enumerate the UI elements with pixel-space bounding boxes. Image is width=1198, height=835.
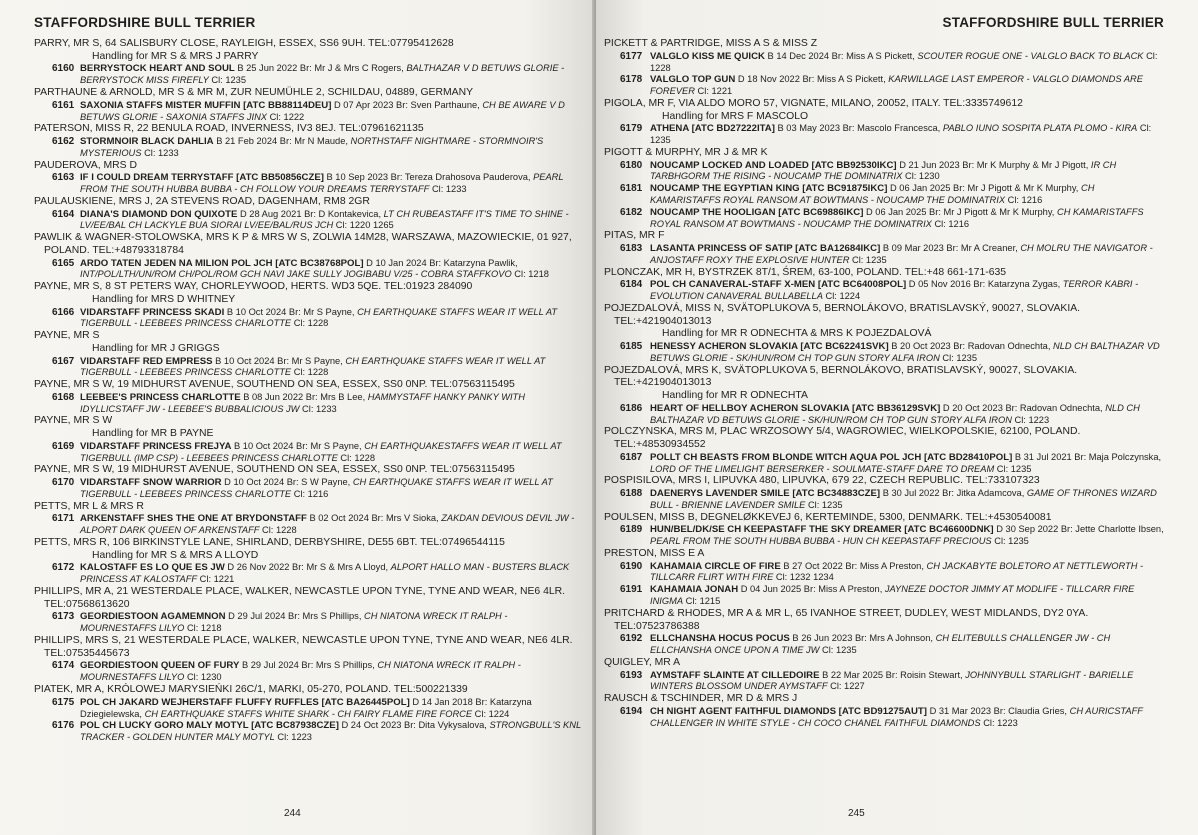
dog-details: D 20 Oct 2023 Br: Radovan Odnechta, [940,402,1106,413]
entry-number: 6192 [620,633,643,645]
entry-body [80,720,584,744]
dog-parents: PABLO IUNO SOSPITA PLATA PLOMO - KIRA [942,123,1138,134]
entry-body [80,307,584,331]
dog-name: STORMNOIR BLACK DAHLIA [80,136,214,147]
owner-line: PIGOLA, MR F, VIA ALDO MORO 57, VIGNATE, MILANO, 20052, ITALY. TEL:3335749612 [604,97,1023,109]
owner-line: PIATEK, MR A, KRÓLOWEJ MARYSIEŃKI 26C/1, MARKI, 05-270, POLAND. TEL:500221339 [34,684,468,696]
entry-number: 6160 [52,63,75,75]
entry-body [80,513,584,537]
dog-details: B 21 Feb 2024 Br: Mr N Maude, [213,136,351,146]
dog-details: D 06 Jan 2025 Br: Mr J Pigott & Mr K Murphy, [887,183,1081,194]
dog-entry [604,123,1164,147]
entry-body [650,670,1164,694]
page-number: 244 [284,808,301,819]
dog-details: B 10 Oct 2024 Br: Mr S Payne, [224,306,358,317]
owner-line: POLCZYNSKA, MRS M, PLAC WRZOSOWY 5/4, WAGROWIEC, WIELKOPOLSKIE, 62100, POLAND. TEL:+48530934552 [604,426,1081,451]
dog-entry [604,279,1164,303]
owner-line: PAULAUSKIENE, MRS J, 2A STEVENS ROAD, DAGENHAM, RM8 2GR [34,195,370,207]
dog-details: D 05 Nov 2016 Br: Katarzyna Zygas, [906,279,1063,290]
dog-name: POL CH LUCKY GORO MALY MOTYL [ATC BC87938CZE] [80,720,339,732]
dog-details: D 31 Mar 2023 Br: Claudia Gries, [926,705,1070,716]
entry-body [650,584,1164,608]
owner-line: PLONCZAK, MR H, BYSTRZEK 8T/1, ŚREM, 63-100, POLAND. TEL:+48 661-171-635 [604,266,1007,278]
entry-number: 6176 [52,720,75,732]
dog-parents: CH MOLRU THE NAVIGATOR - ANJOSTAFF ROXY THE EXPLOSIVE HUNTER [650,243,1153,265]
entry-number: 6168 [52,391,75,403]
dog-details: D 24 Oct 2023 Br: Dita Vykysalova, [338,720,490,731]
dog-entry [604,341,1164,365]
entry-number: 6193 [620,669,643,681]
dog-name: CH NIGHT AGENT FAITHFUL DIAMONDS [ATC BD91275AUT] [650,705,927,717]
owner-line: POJEZDALOVÁ, MRS K, SVÄTOPLUKOVA 5, BERNOLÁKOVO, BRATISLAVSKÝ, 90027, SLOVAKIA. TEL:+421904013013 [604,364,1078,389]
owner-line: PHILLIPS, MR A, 21 WESTERDALE PLACE, WALKER, NEWCASTLE UPON TYNE, TYNE AND WEAR, NE6 4LR. TEL:07568613620 [34,586,566,610]
entry-body [650,561,1164,585]
left-page [0,0,596,835]
entry-body [650,123,1164,147]
entry-body [80,477,584,501]
dog-entry [34,562,584,586]
class-numbers: Cl: 1222 [267,111,305,122]
dog-details: D 29 Jul 2024 Br: Mrs S Phillips, [225,611,364,622]
class-numbers: Cl: 1216 [291,488,329,499]
dog-parents: JOHNNYBULL STARLIGHT - BARIELLE WINTERS BLOSSOM UNDER AYMSTAFF [650,669,1134,692]
dog-name: POL CH CANAVERAL-STAFF X-MEN [ATC BC64008POL] [650,279,907,291]
dog-parents: PEARL FROM THE SOUTH HUBBA BUBBA - HUN CH KEEPASTAFF PRECIOUS [650,536,992,547]
dog-entry [604,74,1164,98]
dog-name: NOUCAMP LOCKED AND LOADED [ATC BB92530IKC] [650,159,897,171]
dog-entry [34,660,584,684]
entry-number: 6181 [620,183,643,195]
dog-parents: CH EARTHQUAKE STAFFS WEAR IT WELL AT TIGERBULL - LEEBEES PRINCESS CHARLOTTE [80,477,553,499]
dog-parents: CH NIATONA WRECK IT RALPH - MOURNESTAFFS LILYO [80,660,521,683]
dog-name: KALOSTAFF ES LO QUE ES JW [80,562,225,574]
entry-body [80,63,584,87]
dog-entry [604,452,1164,476]
dog-name: HEART OF HELLBOY ACHERON SLOVAKIA [ATC BB36129SVK] [650,402,941,414]
class-numbers: Cl: 1228 [291,367,329,378]
dog-details: B 25 Jun 2022 Br: Mr J & Mrs C Rogers, [234,63,407,74]
dog-parents: SCOUTER ROGUE ONE - VALGLO BACK TO BLACK [917,50,1144,61]
owner-line: PETTS, MR L & MRS R [34,500,144,512]
dog-name: NOUCAMP THE EGYPTIAN KING [ATC BC91875IKC] [650,183,888,195]
dog-parents: BALTHAZAR V D BETUWS GLORIE - BERRYSTOCK MISS FIREFLY [80,63,565,86]
class-numbers: Cl: 1218 [511,269,549,280]
dog-name: POLLT CH BEASTS FROM BLONDE WITCH AQUA POL JCH [ATC BD28410POL] [650,451,1013,463]
handling-note: Handling for MR S & MRS A LLOYD [92,549,259,561]
class-numbers: Cl: 1216 [1005,194,1043,205]
dog-name: NOUCAMP THE HOOLIGAN [ATC BC69886IKC] [650,206,864,218]
dog-parents: NORTHSTAFF NIGHTMARE - STORMNOIR'S MYSTERIOUS [80,136,544,158]
page-header: STAFFORDSHIRE BULL TERRIER [942,15,1164,30]
dog-entry [34,720,584,744]
entry-number: 6180 [620,159,643,171]
entry-body [80,100,584,124]
dog-details: D 18 Nov 2022 Br: Miss A S Pickett, [735,74,889,85]
entry-number: 6187 [620,451,643,463]
entry-body [80,660,584,684]
dog-parents: CH KAMARISTAFFS ROYAL RANSOM AT BOWTMANS - NOUCAMP THE DOMINATRIX [650,183,1095,205]
dog-parents: CH EARTHQUAKE STAFFS WEAR IT WELL AT TIGERBULL - LEEBEES PRINCESS CHARLOTTE [80,306,558,329]
entry-number: 6175 [52,696,75,708]
entry-number: 6174 [52,660,75,672]
dog-name: VALGLO KISS ME QUICK [650,50,765,62]
dog-name: KAHAMAIA JONAH [650,584,739,596]
entry-body [80,441,584,465]
class-numbers: Cl: 1218 [184,623,222,634]
entry-number: 6188 [620,488,643,500]
dog-name: VALGLO TOP GUN [650,74,736,86]
dog-details: B 26 Jun 2023 Br: Mrs A Johnson, [789,633,936,644]
class-numbers: Cl: 1235 [819,645,857,656]
class-numbers: Cl: 1223 [1011,414,1050,425]
dog-name: LASANTA PRINCESS OF SATIP [ATC BA12684IKC] [650,243,881,255]
entry-body [80,392,584,416]
entry-number: 6169 [52,440,75,452]
dog-details: B 27 Oct 2022 Br: Miss A Preston, [780,560,927,571]
class-numbers: Cl: 1223 [980,717,1018,728]
dog-entry [34,307,584,331]
dog-name: LEEBEE'S PRINCESS CHARLOTTE [80,391,241,403]
dog-details: D 10 Jan 2024 Br: Katarzyna Pawlik, [363,257,518,268]
dog-entry [604,183,1164,207]
dog-entry [34,209,584,233]
owner-line: POSPISILOVA, MRS I, LIPUVKA 480, LIPUVKA, 679 22, CZECH REPUBLIC. TEL:733107323 [604,475,1040,487]
entry-number: 6162 [52,136,75,147]
dog-details: B 03 May 2023 Br: Mascolo Francesca, [774,123,943,134]
dog-name: AYMSTAFF SLAINTE AT CILLEDOIRE [650,669,820,681]
owner-line: PARTHAUNE & ARNOLD, MR S & MR M, ZUR NEUMÜHLE 2, SCHILDAU, 04889, GERMANY [34,87,473,98]
dog-details: D 28 Aug 2021 Br: D Kontakevica, [237,208,384,219]
entry-number: 6179 [620,123,643,135]
entry-body [80,172,584,196]
dog-parents: INT/POL/LTH/UN/ROM CH/POL/ROM GCH NAVI JAKE SULLY JOGIBABU V/25 - COBRA STAFFKOVO [80,269,512,280]
dog-entry [34,356,584,380]
class-numbers: Cl: 1221 [197,574,235,585]
entry-body [650,488,1164,512]
dog-parents: KARWILLAGE LAST EMPEROR - VALGLO DIAMONDS ARE FOREVER [650,74,1143,97]
dog-name: DAENERYS LAVENDER SMILE [ATC BC34883CZE] [650,488,881,500]
owner-line: PIGOTT & MURPHY, MR J & MR K [604,146,768,158]
entry-body [650,207,1164,231]
dog-name: BERRYSTOCK HEART AND SOUL [80,63,235,75]
owner-line: PICKETT & PARTRIDGE, MISS A S & MISS Z [604,38,818,49]
dog-parents: CH BE AWARE V D BETUWS GLORIE - SAXONIA STAFFS JINX [80,99,565,122]
class-numbers: Cl: 1220 1265 [333,220,394,231]
dog-entry [34,100,584,124]
owner-line: PARRY, MR S, 64 SALISBURY CLOSE, RAYLEIGH, ESSEX, SS6 9UH. TEL:07795412628 [34,38,454,49]
dog-name: ARKENSTAFF SHES THE ONE AT BRYDONSTAFF [80,513,307,525]
dog-name: POL CH JAKARD WEJHERSTAFF FLUFFY RUFFLES [ATC BA26445POL] [80,696,410,708]
entry-number: 6177 [620,50,643,62]
entry-number: 6171 [52,513,75,525]
dog-entry [604,403,1164,427]
entry-body [650,633,1164,657]
dog-entry [34,477,584,501]
dog-name: ARDO TATEN JEDEN NA MILION POL JCH [ATC BC38768POL] [80,257,364,269]
entry-body [80,136,584,160]
owner-line: PAWLIK & WAGNER-STOLOWSKA, MRS K P & MRS W S, ZOLWIA 14M28, WARSZAWA, MAZOWIECKIE, 01 927, POLAND. TEL:+48793318784 [34,232,572,256]
dog-entry [604,561,1164,585]
dog-entry [34,441,584,465]
dog-details: D 21 Jun 2023 Br: Mr K Murphy & Mr J Pigott, [896,159,1091,170]
dog-entry [604,706,1164,730]
entry-number: 6183 [620,243,643,255]
dog-parents: CH KAMARISTAFFS ROYAL RANSOM AT BOWTMANS - NOUCAMP THE DOMINATRIX [650,206,1144,229]
entry-body [650,279,1164,303]
class-numbers: Cl: 1228 [337,452,376,463]
entry-body [650,524,1164,548]
class-numbers: Cl: 1235 [991,536,1029,547]
entry-body [650,160,1164,184]
entry-number: 6163 [52,172,75,184]
class-numbers: Cl: 1228 [259,525,297,536]
entries-list [34,38,584,744]
dog-parents: CH AURICSTAFF CHALLENGER IN WHITE STYLE - CH COCO CHANEL FAITHFUL DIAMONDS [650,705,1143,728]
owner-line: PAYNE, MR S [34,330,100,342]
owner-line: PRESTON, MISS E A [604,547,705,559]
dog-entry [604,207,1164,231]
dog-details: D 26 Nov 2022 Br: Mr S & Mrs A Lloyd, [224,562,391,573]
class-numbers: Cl: 1235 [939,352,978,363]
dog-parents: PEARL FROM THE SOUTH HUBBA BUBBA - CH FOLLOW YOUR DREAMS TERRYSTAFF [80,172,564,195]
dog-details: B 31 Jul 2021 Br: Maja Polczynska, [1012,451,1162,462]
class-numbers: Cl: 1235 [994,463,1032,474]
owner-line: PITAS, MR F [604,230,665,242]
dog-name: GEORDIESTOON AGAMEMNON [80,611,226,623]
dog-details: B 29 Jul 2024 Br: Mrs S Phillips, [239,660,378,671]
entry-number: 6164 [52,208,75,220]
class-numbers: Cl: 1228 [291,318,329,329]
handling-note: Handling for MR J GRIGGS [92,342,220,354]
entry-body [650,452,1164,476]
entry-number: 6182 [620,206,643,218]
class-numbers: Cl: 1230 [902,171,940,182]
right-page [596,0,1198,835]
page-header: STAFFORDSHIRE BULL TERRIER [34,15,256,30]
class-numbers: Cl: 1235 [805,499,843,510]
entry-number: 6185 [620,341,643,353]
entry-number: 6186 [620,402,643,414]
owner-line: POULSEN, MISS B, DEGNELØKKEVEJ 6, KERTEMINDE, 5300, DENMARK. TEL:+4530540081 [604,511,1052,523]
dog-entry [34,136,584,160]
entry-body [80,697,584,721]
class-numbers: Cl: 1233 [141,147,179,158]
entry-body [650,183,1164,207]
entry-number: 6184 [620,279,643,291]
entry-number: 6190 [620,560,643,572]
dog-details: B 14 Dec 2024 Br: Miss A S Pickett, [764,50,918,61]
dog-entry [34,258,584,282]
entry-body [650,51,1164,75]
owner-line: QUIGLEY, MR A [604,656,681,668]
class-numbers: Cl: 1228 [650,50,1158,73]
dog-details: D 10 Oct 2024 Br: S W Payne, [221,477,353,488]
dog-entry [604,488,1164,512]
dog-name: KAHAMAIA CIRCLE OF FIRE [650,560,781,572]
dog-name: HUN/BEL/DK/SE CH KEEPASTAFF THE SKY DREAMER [ATC BC46600DNK] [650,524,994,536]
entry-number: 6173 [52,611,75,623]
dog-details: B 10 Sep 2023 Br: Tereza Drahosova Pauderova, [323,172,534,183]
entry-number: 6178 [620,74,643,86]
dog-entry [604,160,1164,184]
dog-name: ATHENA [ATC BD27222ITA] [650,123,775,135]
owner-line: PAYNE, MR S, 8 ST PETERS WAY, CHORLEYWOOD, HERTS. WD3 5QE. TEL:01923 284090 [34,281,473,293]
dog-parents: GAME OF THRONES WIZARD BULL - BRIENNE LAVENDER SMILE [650,488,1157,510]
entry-number: 6189 [620,524,643,536]
owner-line: RAUSCH & TSCHINDER, MR D & MRS J [604,693,798,705]
dog-name: GEORDIESTOON QUEEN OF FURY [80,660,240,672]
owner-line: POJEZDALOVÁ, MISS N, SVÄTOPLUKOVA 5, BERNOLÁKOVO, BRATISLAVSKÝ, 90027, SLOVAKIA. TEL:+421904013013 [604,302,1081,327]
dog-details: B 30 Jul 2022 Br: Jitka Adamcova, [880,488,1027,499]
owner-line: PAYNE, MR S W, 19 MIDHURST AVENUE, SOUTHEND ON SEA, ESSEX, SS0 0NP. TEL:07563115495 [34,464,515,476]
entry-body [80,209,584,233]
dog-details: B 08 Jun 2022 Br: Mrs B Lee, [240,391,368,402]
owner-line: PETTS, MRS R, 106 BIRKINSTYLE LANE, SHIRLAND, DERBYSHIRE, DE55 6BT. TEL:07496544115 [34,537,505,549]
class-numbers: Cl: 1235 [849,254,887,265]
dog-parents: CH ELITEBULLS CHALLENGER JW - CH ELLCHANSHA ONCE UPON A TIME JW [650,633,1111,656]
handling-note: Handling for MR R ODNECHTA & MRS K POJEZDALOVÁ [662,328,932,340]
owner-line: PAYNE, MR S W, 19 MIDHURST AVENUE, SOUTHEND ON SEA, ESSEX, SS0 0NP. TEL:07563115495 [34,379,515,391]
handling-note: Handling for MRS D WHITNEY [92,293,236,305]
dog-details: B 22 Mar 2025 Br: Roisin Stewart, [819,669,966,680]
dog-entry [34,392,584,416]
dog-entry [604,633,1164,657]
dog-details: B 09 Mar 2023 Br: Mr A Creaner, [880,243,1021,254]
class-numbers: Cl: 1235 [208,75,247,86]
dog-parents: HAMMYSTAFF HANKY PANKY WITH IDYLLICSTAFF JW - LEEBEE'S BUBBALICIOUS JW [80,391,525,414]
dog-entry [604,670,1164,694]
dog-name: VIDARSTAFF RED EMPRESS [80,355,213,367]
dog-name: VIDARSTAFF PRINCESS FREJYA [80,440,232,452]
entry-body [650,706,1164,730]
entry-number: 6165 [52,257,75,269]
dog-details: B 10 Oct 2024 Br: Mr S Payne, [212,355,346,366]
entry-number: 6191 [620,584,643,596]
owner-line: PATERSON, MISS R, 22 BENULA ROAD, INVERNESS, IV3 8EJ. TEL:07961621135 [34,123,424,135]
owner-line: PAYNE, MR S W [34,415,113,427]
dog-parents: CH EARTHQUAKESTAFFS WEAR IT WELL AT TIGERBULL (IMP CSP) - LEEBEES PRINCESS CHARLOTTE [80,440,562,463]
entry-body [650,243,1164,267]
entry-body [650,403,1164,427]
class-numbers: Cl: 1227 [827,681,865,692]
dog-parents: LT CH RUBEASTAFF IT'S TIME TO SHINE - LV/EE/BAL CH LACKYLE BUA SIORAI LV/EE/BAL/RUS JCH [80,208,569,231]
entry-body [650,74,1164,98]
dog-parents: CH EARTHQUAKE STAFFS WHITE SHARK - CH FAIRY FLAME FIRE FORCE [144,708,473,719]
dog-entry [34,63,584,87]
dog-entry [34,513,584,537]
entry-number: 6170 [52,477,75,489]
dog-parents: JAYNEZE DOCTOR JIMMY AT MODLIFE - TILLCARR FIRE INIGMA [650,584,1135,607]
entry-number: 6161 [52,99,75,111]
dog-name: SAXONIA STAFFS MISTER MUFFIN [ATC BB88114DEU] [80,99,332,111]
owner-line: PAUDEROVA, MRS D [34,159,137,171]
dog-details: B 10 Oct 2024 Br: Mr S Payne, [231,440,365,451]
dog-details: D 04 Jun 2025 Br: Miss A Preston, [738,584,885,595]
handling-note: Handling for MR S & MRS J PARRY [92,50,259,62]
dog-name: ELLCHANSHA HOCUS POCUS [650,633,790,645]
dog-parents: STRONGBULL'S KNL TRACKER - GOLDEN HUNTER MALY MOTYL [80,720,581,743]
handling-note: Handling for MR R ODNECHTA [662,390,808,402]
owner-line: PRITCHARD & RHODES, MR A & MR L, 65 IVANHOE STREET, DUDLEY, WEST MIDLANDS, DY2 0YA. TEL:07523786388 [604,607,1089,632]
dog-entry [34,697,584,721]
dog-parents: NLD CH BALTHAZAR VD BETUWS GLORIE - SK/HUN/ROM CH TOP GUN STORY ALFA IRON [650,341,1160,363]
entries-list [604,38,1164,729]
dog-parents: CH NIATONA WRECK IT RALPH - MOURNESTAFFS LILYO [80,611,508,634]
entry-number: 6167 [52,355,75,367]
entry-body [80,258,584,282]
dog-name: HENESSY ACHERON SLOVAKIA [ATC BC62241SVK] [650,341,889,353]
class-numbers: Cl: 1230 [184,672,222,683]
dog-details: B 02 Oct 2024 Br: Mrs V Sioka, [306,513,442,524]
dog-entry [604,243,1164,267]
dog-parents: TERROR KABRI - EVOLUTION CANAVERAL BULLABELLA [650,279,1139,302]
handling-note: Handling for MRS F MASCOLO [662,110,809,122]
dog-details: D 14 Jan 2018 Br: Katarzyna Dziegielewska, [80,696,532,719]
dog-name: DIANA'S DIAMOND DON QUIXOTE [80,208,238,220]
entry-body [80,356,584,380]
dog-parents: ALPORT HALLO MAN - BUSTERS BLACK PRINCESS AT KALOSTAFF [80,562,570,585]
entry-body [80,611,584,635]
class-numbers: Cl: 1216 [931,218,970,229]
dog-parents: ZAKDAN DEVIOUS DEVIL JW - ALPORT DARK QUEEN OF ARKENSTAFF [80,513,575,536]
entry-number: 6194 [620,705,643,717]
page-number: 245 [848,808,865,819]
class-numbers: Cl: 1224 [822,291,861,302]
dog-parents: CH JACKABYTE BOLETORO AT NETTLEWORTH - TILLCARR FLIRT WITH FIRE [650,560,1144,583]
entry-body [650,341,1164,365]
dog-details: D 07 Apr 2023 Br: Sven Parthaune, [331,99,483,110]
dog-details: B 20 Oct 2023 Br: Radovan Odnechta, [888,341,1053,352]
dog-entry [604,51,1164,75]
entry-body [80,562,584,586]
dog-parents: CH EARTHQUAKE STAFFS WEAR IT WELL AT TIGERBULL - LEEBEES PRINCESS CHARLOTTE [80,355,546,378]
dog-parents: LORD OF THE LIMELIGHT BERSERKER - SOULMATE-STAFF DARE TO DREAM [650,463,995,474]
dog-parents: IR CH TARBHGORM THE RISING - NOUCAMP THE DOMINATRIX [650,159,1117,182]
class-numbers: Cl: 1224 [472,708,510,719]
dog-entry [604,524,1164,548]
dog-name: IF I COULD DREAM TERRYSTAFF [ATC BB50856CZE] [80,172,324,184]
handling-note: Handling for MR B PAYNE [92,428,214,440]
dog-entry [604,584,1164,608]
entry-number: 6166 [52,306,75,318]
dog-details: D 30 Sep 2022 Br: Jette Charlotte Ibsen, [993,524,1164,535]
dog-details: D 06 Jan 2025 Br: Mr J Pigott & Mr K Murphy, [863,206,1057,217]
class-numbers: Cl: 1232 1234 [773,572,834,583]
dog-name: VIDARSTAFF PRINCESS SKADI [80,306,225,318]
dog-parents: NLD CH BALTHAZAR VD BETUWS GLORIE - SK/HUN/ROM CH TOP GUN STORY ALFA IRON [650,402,1140,425]
owner-line: PHILLIPS, MRS S, 21 WESTERDALE PLACE, WALKER, NEWCASTLE UPON TYNE, TYNE AND WEAR, NE6 4LR. TEL:07535445673 [34,635,573,659]
class-numbers: Cl: 1235 [650,123,1152,146]
class-numbers: Cl: 1223 [274,732,312,743]
class-numbers: Cl: 1233 [299,403,337,414]
class-numbers: Cl: 1221 [694,86,733,97]
dog-entry [34,172,584,196]
entry-number: 6172 [52,562,75,574]
class-numbers: Cl: 1233 [429,184,467,195]
dog-name: VIDARSTAFF SNOW WARRIOR [80,477,222,489]
dog-entry [34,611,584,635]
class-numbers: Cl: 1215 [683,596,721,607]
